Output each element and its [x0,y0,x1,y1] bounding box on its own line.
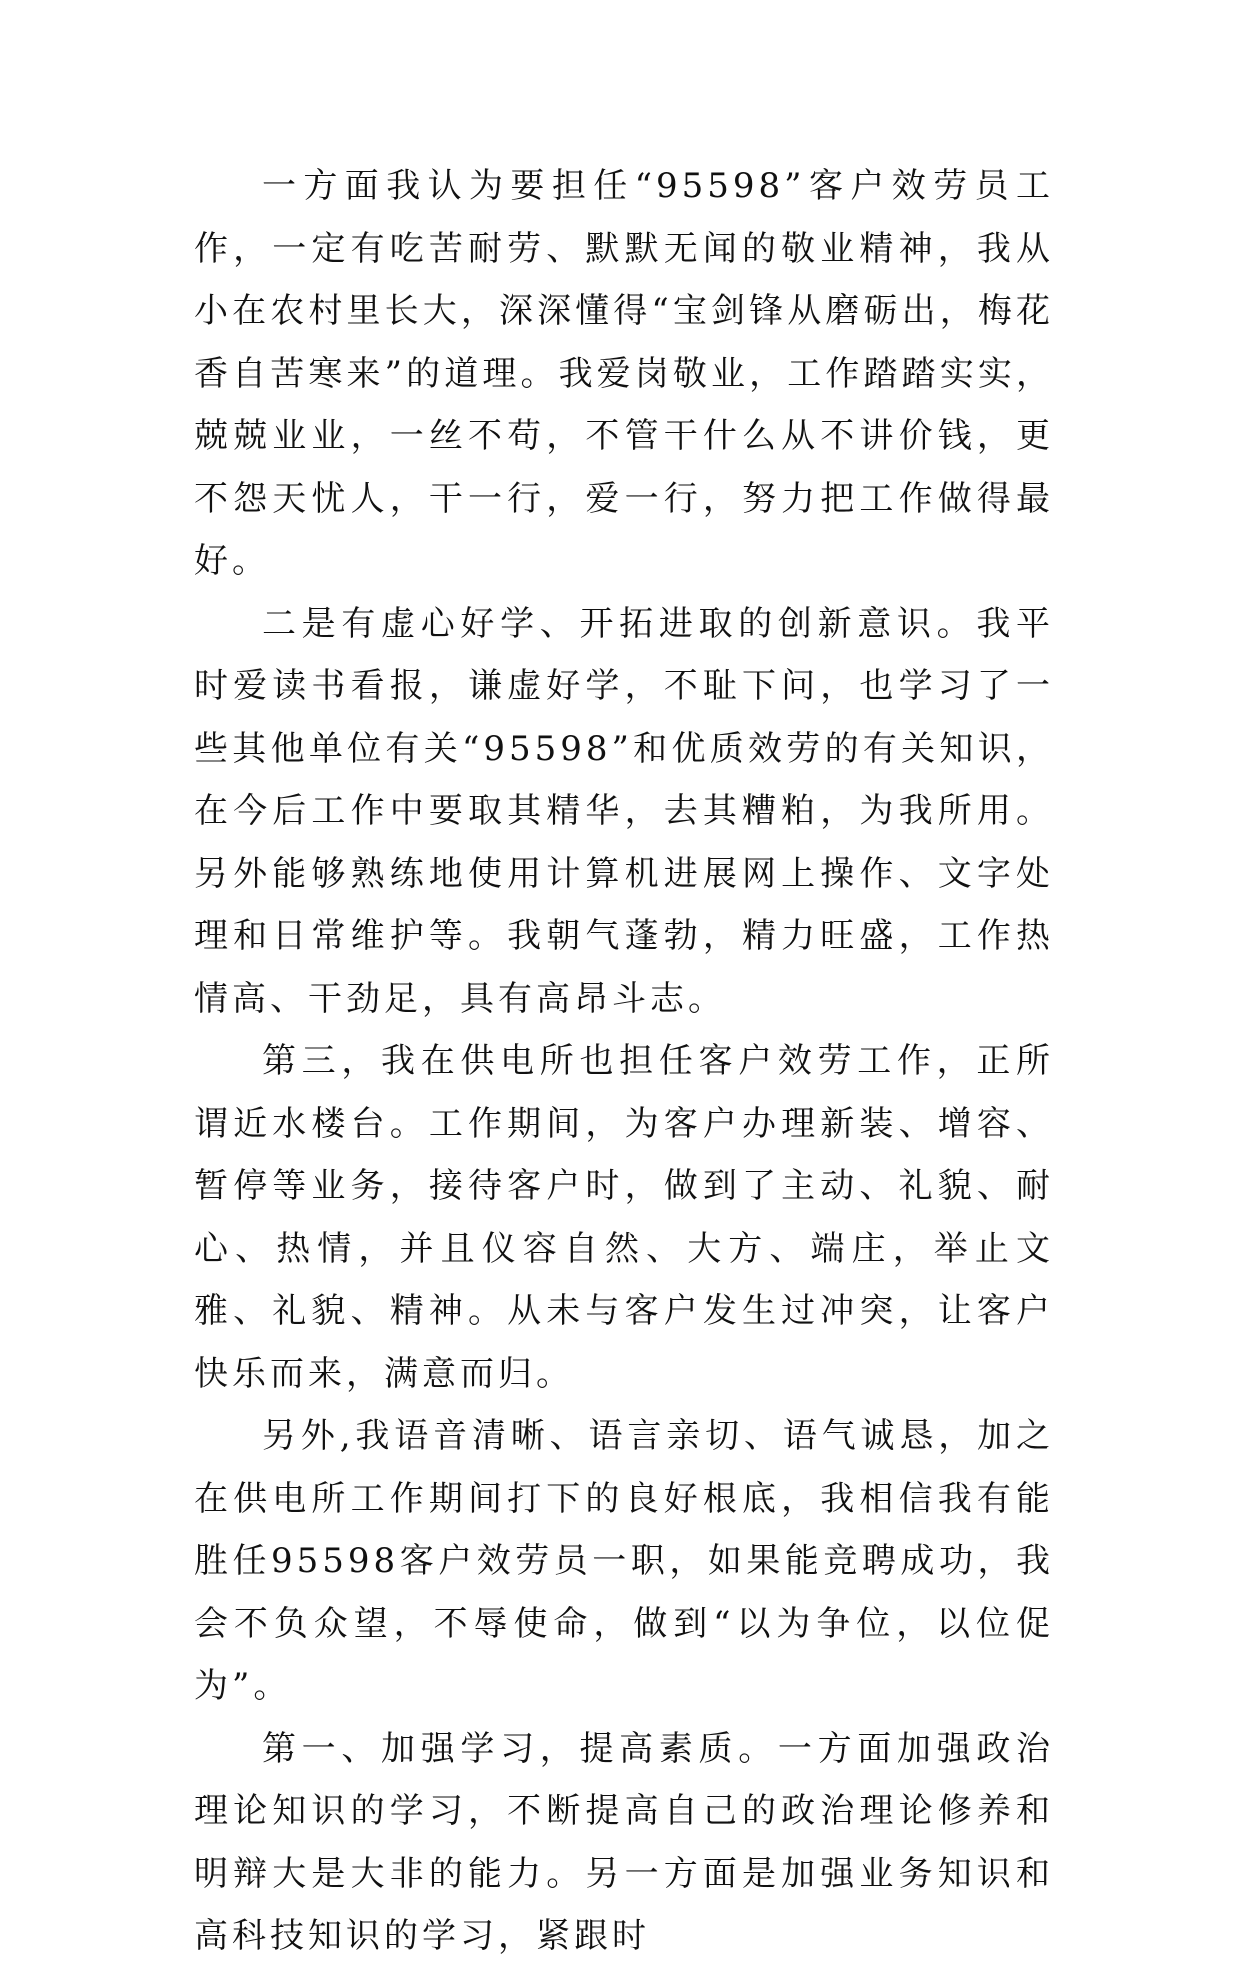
paragraph-1: 一方面我认为要担任“95598”客户效劳员工作，一定有吃苦耐劳、默默无闻的敬业精神，我从小在农村里长大，深深懂得“宝剑锋从磨砺出，梅花香自苦寒来”的道理。我爱岗敬业，工作踏踏实实，兢兢业业，一丝不苟，不管干什么从不讲价钱，更不怨天忧人，干一行，爱一行，努力把工作做得最好。 [194,166,1054,581]
paragraph-5: 第一、加强学习，提高素质。一方面加强政治理论知识的学习，不断提高自己的政治理论修养和明辩大是大非的能力。另一方面是加强业务知识和高科技知识的学习，紧跟时 [194,1728,1054,1956]
paragraph-2: 二是有虚心好学、开拓进取的创新意识。我平时爱读书看报，谦虚好学，不耻下问，也学习了一些其他单位有关“95598”和优质效劳的有关知识，在今后工作中要取其精华，去其糟粕，为我所用。另外能够熟练地使用计算机进展网上操作、文字处理和日常维护等。我朝气蓬勃，精力旺盛，工作热情高、干劲足，具有高昂斗志。 [194,603,1054,1019]
document-body [194,155,1054,1968]
paragraph-4: 另外,我语音清晰、语言亲切、语气诚恳，加之在供电所工作期间打下的良好根底，我相信我有能胜任95598客户效劳员一职，如果能竞聘成功，我会不负众望，不辱使命，做到“以为争位，以位促为”。 [194,1416,1054,1706]
paragraph-3: 第三，我在供电所也担任客户效劳工作，正所谓近水楼台。工作期间，为客户办理新装、增容、暂停等业务，接待客户时，做到了主动、礼貌、耐心、热情，并且仪容自然、大方、端庄，举止文雅、礼貌、精神。从未与客户发生过冲突，让客户快乐而来，满意而归。 [194,1041,1054,1394]
